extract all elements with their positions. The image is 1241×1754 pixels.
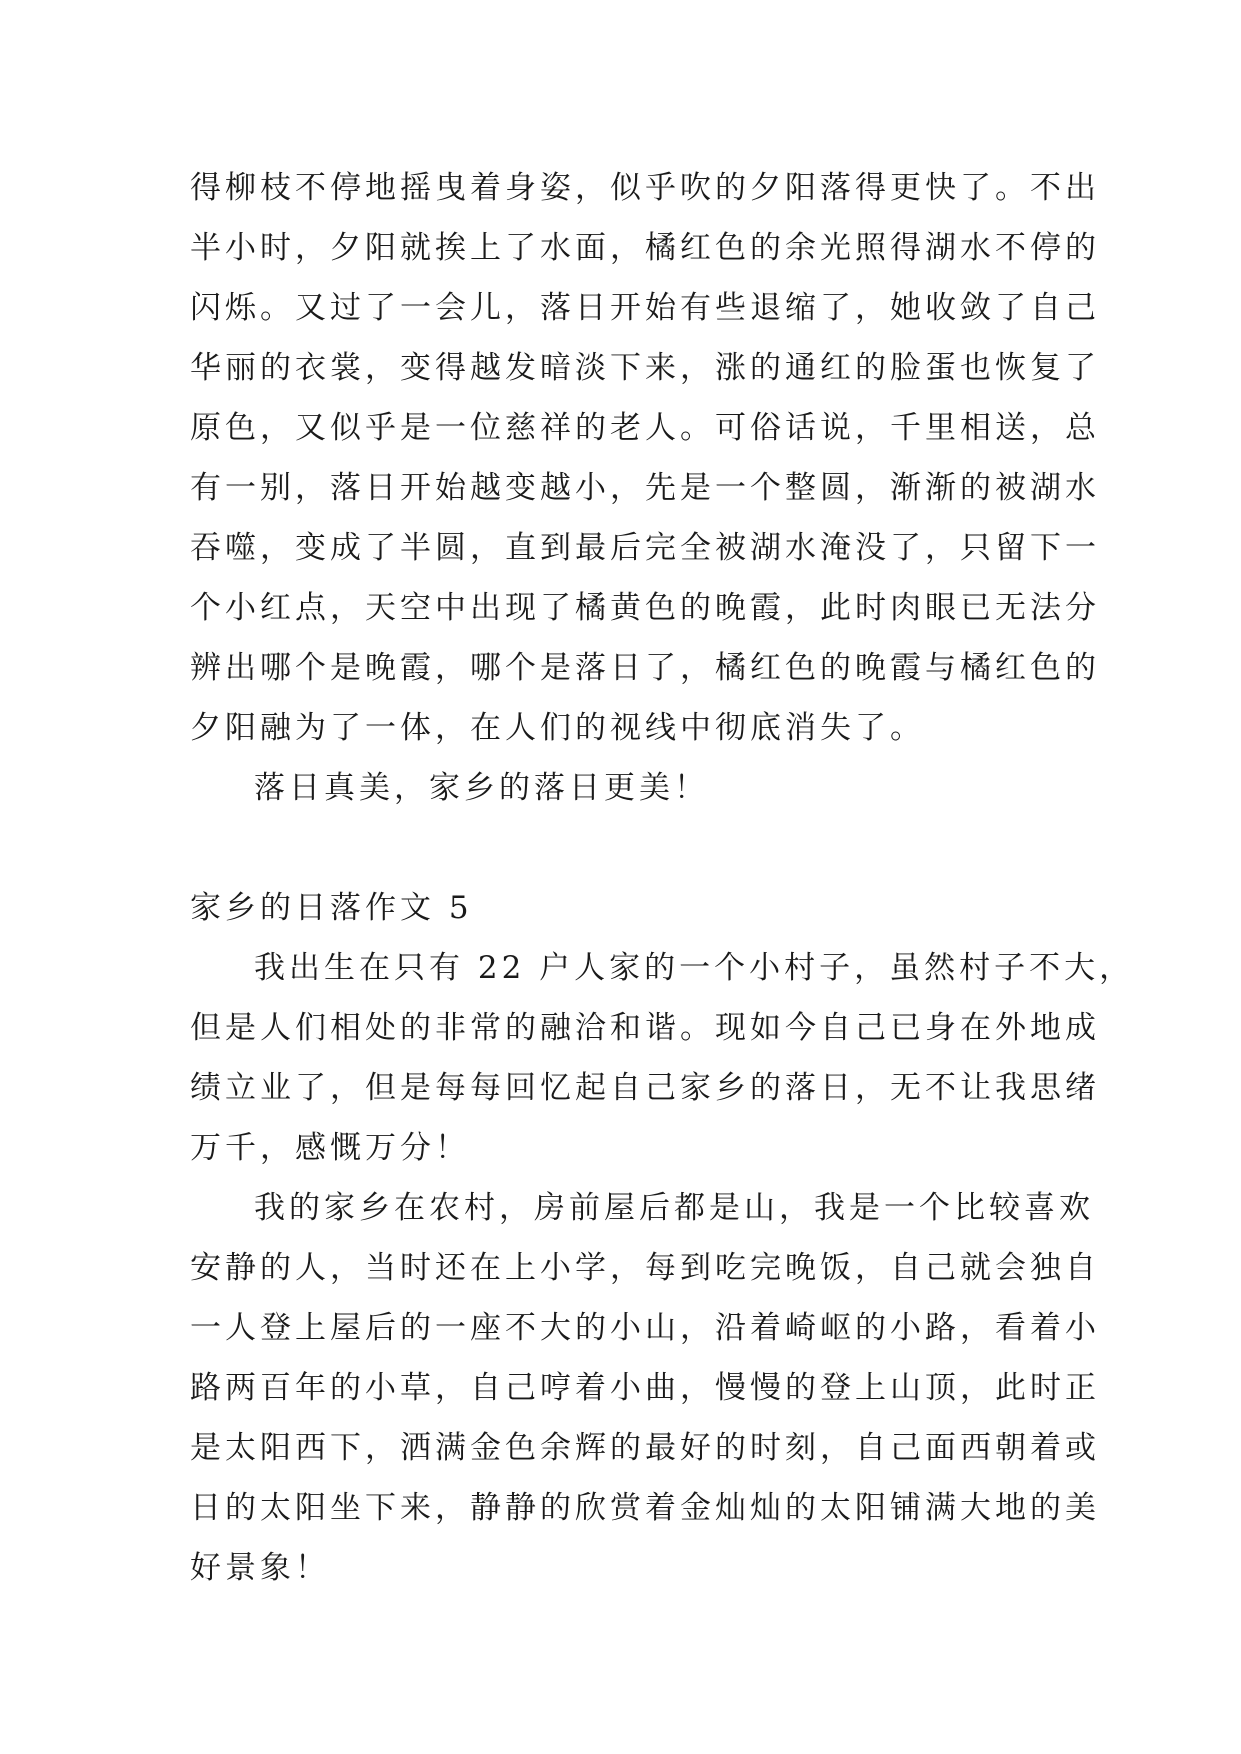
text-line: 有一别，落日开始越变越小，先是一个整圆，渐渐的被湖水: [190, 470, 1100, 506]
text-line: 万千，感慨万分！: [190, 1130, 470, 1166]
text-line: 路两百年的小草，自己哼着小曲，慢慢的登上山顶，此时正: [190, 1370, 1100, 1406]
text-line: 但是人们相处的非常的融洽和谐。现如今自己已身在外地成: [190, 1010, 1100, 1046]
text-line: 辨出哪个是晚霞，哪个是落日了，橘红色的晚霞与橘红色的: [190, 650, 1100, 686]
paragraph: [190, 158, 1100, 758]
text-line: 半小时，夕阳就挨上了水面，橘红色的余光照得湖水不停的: [190, 230, 1100, 266]
section-title: 家乡的日落作文 5: [190, 890, 473, 926]
text-line: 我的家乡在农村，房前屋后都是山，我是一个比较喜欢: [254, 1190, 1094, 1226]
text-line: 得柳枝不停地摇曳着身姿，似乎吹的夕阳落得更快了。不出: [190, 170, 1100, 206]
text-line: 好景象！: [190, 1550, 330, 1586]
text-line: 个小红点，天空中出现了橘黄色的晚霞，此时肉眼已无法分: [190, 590, 1100, 626]
closing-line: 落日真美，家乡的落日更美！: [254, 770, 709, 806]
text-line: 华丽的衣裳，变得越发暗淡下来，涨的通红的脸蛋也恢复了: [190, 350, 1100, 386]
section-gap: [190, 818, 1060, 878]
text-line: 吞噬，变成了半圆，直到最后完全被湖水淹没了，只留下一: [190, 530, 1100, 566]
text-line: 夕阳融为了一体，在人们的视线中彻底消失了。: [190, 710, 925, 746]
paragraph: [190, 1178, 1100, 1598]
text-line: 一人登上屋后的一座不大的小山，沿着崎岖的小路，看着小: [190, 1310, 1100, 1346]
text-line: 是太阳西下，洒满金色余辉的最好的时刻，自己面西朝着或: [190, 1430, 1100, 1466]
text-line: 原色，又似乎是一位慈祥的老人。可俗话说，千里相送，总: [190, 410, 1100, 446]
text-line: 我出生在只有 22 户人家的一个小村子，虽然村子不大，: [254, 950, 1135, 986]
text-line: 日的太阳坐下来，静静的欣赏着金灿灿的太阳铺满大地的美: [190, 1490, 1100, 1526]
text-line: 闪烁。又过了一会儿，落日开始有些退缩了，她收敛了自己: [190, 290, 1100, 326]
document-page: [190, 158, 1135, 1598]
text-line: 绩立业了，但是每每回忆起自己家乡的落日，无不让我思绪: [190, 1070, 1100, 1106]
paragraph: [190, 938, 1135, 1178]
text-line: 安静的人，当时还在上小学，每到吃完晚饭，自己就会独自: [190, 1250, 1100, 1286]
